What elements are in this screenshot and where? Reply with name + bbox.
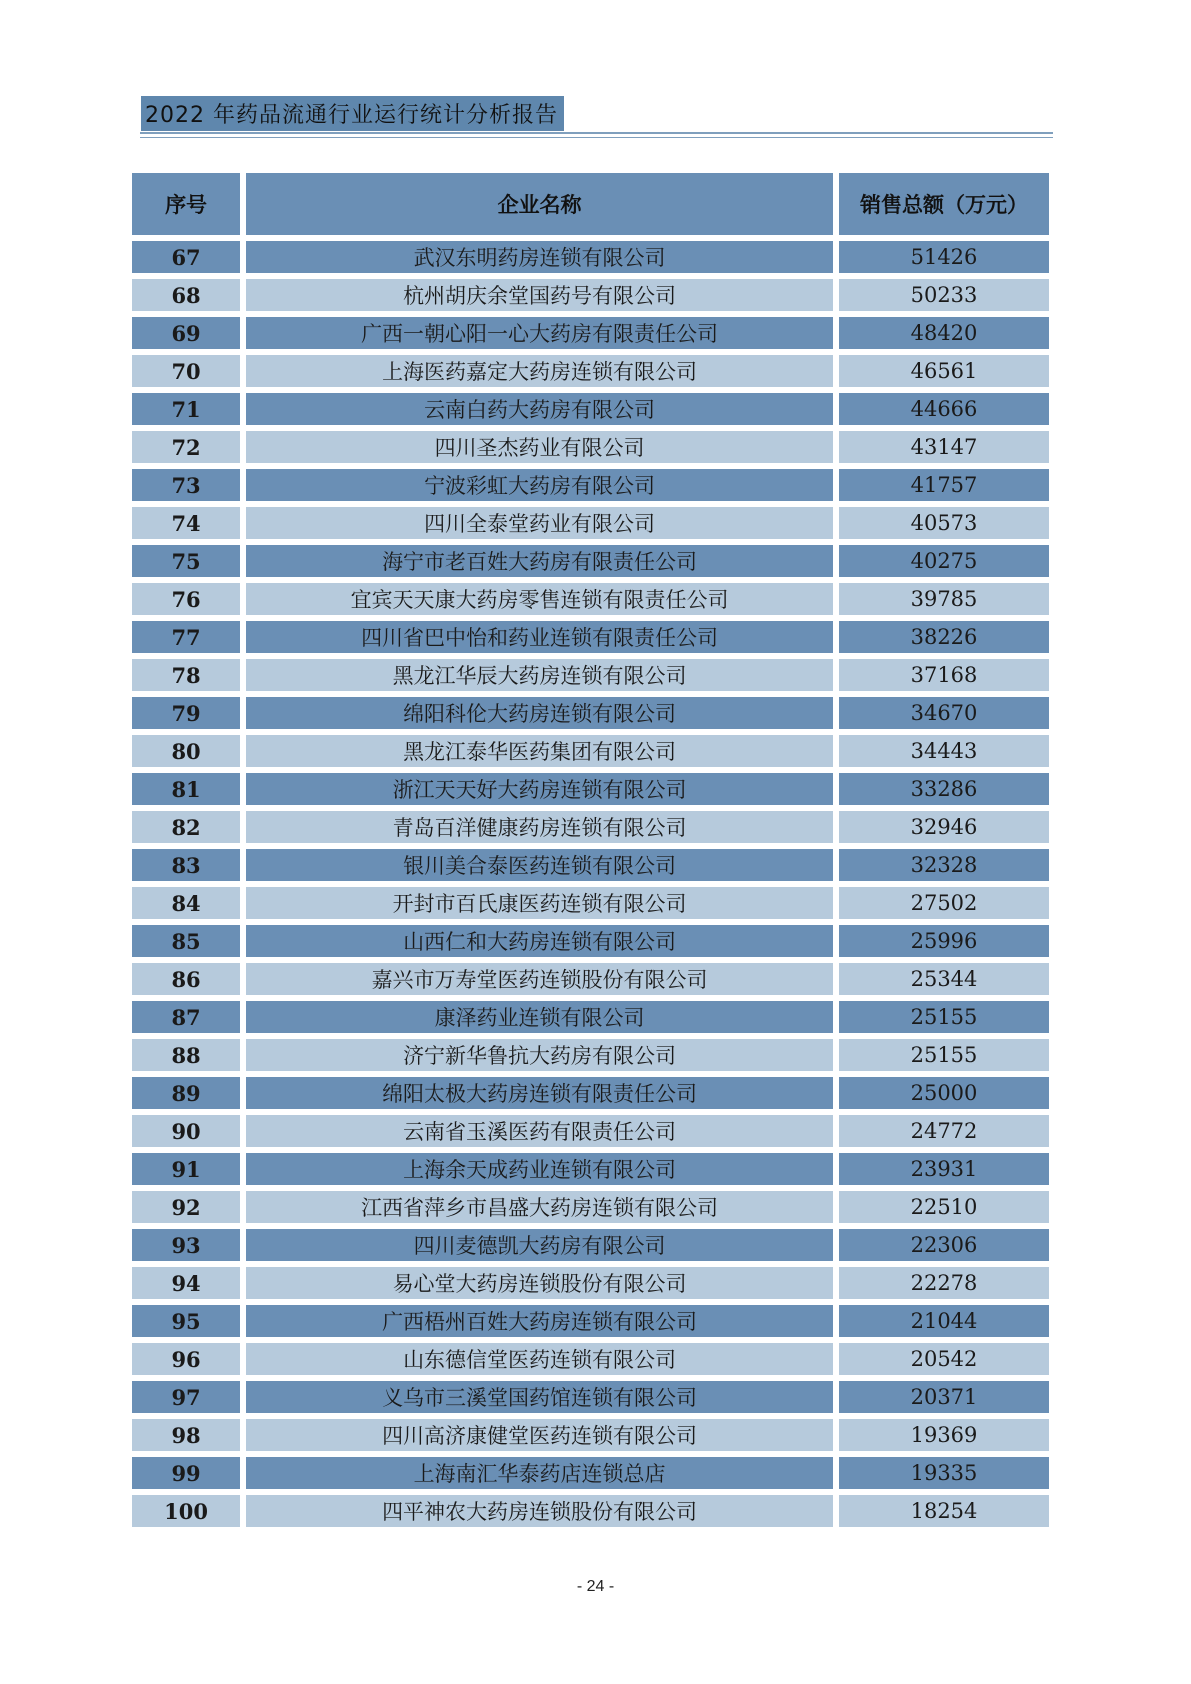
company-name-cell: 云南白药大药房有限公司 (246, 393, 833, 425)
rank-cell: 70 (132, 355, 240, 387)
header-rule-top (140, 132, 1053, 134)
table-row (132, 1115, 1049, 1147)
company-name-cell: 嘉兴市万寿堂医药连锁股份有限公司 (246, 963, 833, 995)
table-row (132, 963, 1049, 995)
page-number: - 24 - (576, 1578, 615, 1595)
sales-cell: 46561 (839, 355, 1049, 387)
rank-cell: 85 (132, 925, 240, 957)
sales-cell: 38226 (839, 621, 1049, 653)
sales-cell: 25344 (839, 963, 1049, 995)
company-name-cell: 四川麦德凯大药房有限公司 (246, 1229, 833, 1261)
sales-cell: 19369 (839, 1419, 1049, 1451)
table-row (132, 1267, 1049, 1299)
sales-cell: 51426 (839, 241, 1049, 273)
company-name-cell: 济宁新华鲁抗大药房有限公司 (246, 1039, 833, 1071)
company-name-cell: 宁波彩虹大药房有限公司 (246, 469, 833, 501)
table-row (132, 1495, 1049, 1527)
sales-cell: 25996 (839, 925, 1049, 957)
table-row (132, 355, 1049, 387)
company-name-cell: 黑龙江华辰大药房连锁有限公司 (246, 659, 833, 691)
rank-cell: 68 (132, 279, 240, 311)
sales-cell: 39785 (839, 583, 1049, 615)
rank-cell: 93 (132, 1229, 240, 1261)
rank-cell: 83 (132, 849, 240, 881)
table-row (132, 469, 1049, 501)
sales-cell: 27502 (839, 887, 1049, 919)
company-name-cell: 山东德信堂医药连锁有限公司 (246, 1343, 833, 1375)
table-row (132, 1001, 1049, 1033)
table-row (132, 317, 1049, 349)
table-row (132, 583, 1049, 615)
rank-cell: 94 (132, 1267, 240, 1299)
sales-cell: 40573 (839, 507, 1049, 539)
company-name-cell: 浙江天天好大药房连锁有限公司 (246, 773, 833, 805)
company-name-cell: 青岛百洋健康药房连锁有限公司 (246, 811, 833, 843)
company-name-cell: 上海余天成药业连锁有限公司 (246, 1153, 833, 1185)
rank-cell: 82 (132, 811, 240, 843)
company-name-cell: 绵阳科伦大药房连锁有限公司 (246, 697, 833, 729)
company-name-cell: 四川省巴中怡和药业连锁有限责任公司 (246, 621, 833, 653)
table-row (132, 773, 1049, 805)
sales-cell: 25155 (839, 1039, 1049, 1071)
table-row (132, 1229, 1049, 1261)
table-row (132, 1077, 1049, 1109)
rank-cell: 92 (132, 1191, 240, 1223)
sales-cell: 34443 (839, 735, 1049, 767)
sales-ranking-table (126, 167, 1055, 1533)
company-name-cell: 武汉东明药房连锁有限公司 (246, 241, 833, 273)
sales-cell: 22278 (839, 1267, 1049, 1299)
sales-cell: 20542 (839, 1343, 1049, 1375)
sales-cell: 32946 (839, 811, 1049, 843)
header-rule-bottom (140, 137, 1053, 138)
sales-cell: 22306 (839, 1229, 1049, 1261)
rank-cell: 99 (132, 1457, 240, 1489)
company-name-cell: 四川高济康健堂医药连锁有限公司 (246, 1419, 833, 1451)
company-name-cell: 康泽药业连锁有限公司 (246, 1001, 833, 1033)
company-name-cell: 四川全泰堂药业有限公司 (246, 507, 833, 539)
sales-cell: 18254 (839, 1495, 1049, 1527)
table-row (132, 849, 1049, 881)
rank-cell: 86 (132, 963, 240, 995)
rank-cell: 89 (132, 1077, 240, 1109)
rank-cell: 78 (132, 659, 240, 691)
rank-cell: 95 (132, 1305, 240, 1337)
rank-cell: 97 (132, 1381, 240, 1413)
sales-cell: 34670 (839, 697, 1049, 729)
rank-cell: 79 (132, 697, 240, 729)
table-row (132, 659, 1049, 691)
sales-cell: 19335 (839, 1457, 1049, 1489)
rank-cell: 67 (132, 241, 240, 273)
company-name-cell: 广西梧州百姓大药房连锁有限公司 (246, 1305, 833, 1337)
company-name-cell: 四川圣杰药业有限公司 (246, 431, 833, 463)
rank-cell: 74 (132, 507, 240, 539)
sales-cell: 25000 (839, 1077, 1049, 1109)
rank-cell: 80 (132, 735, 240, 767)
company-name-cell: 山西仁和大药房连锁有限公司 (246, 925, 833, 957)
rank-cell: 96 (132, 1343, 240, 1375)
table-row (132, 887, 1049, 919)
company-name-cell: 宜宾天天康大药房零售连锁有限责任公司 (246, 583, 833, 615)
rank-cell: 87 (132, 1001, 240, 1033)
table-row (132, 697, 1049, 729)
table-row (132, 735, 1049, 767)
table-row (132, 279, 1049, 311)
rank-cell: 71 (132, 393, 240, 425)
rank-cell: 75 (132, 545, 240, 577)
column-header-rank: 序号 (132, 173, 240, 235)
sales-cell: 25155 (839, 1001, 1049, 1033)
table-row (132, 393, 1049, 425)
rank-cell: 77 (132, 621, 240, 653)
rank-cell: 88 (132, 1039, 240, 1071)
sales-cell: 40275 (839, 545, 1049, 577)
company-name-cell: 海宁市老百姓大药房有限责任公司 (246, 545, 833, 577)
sales-cell: 33286 (839, 773, 1049, 805)
sales-cell: 43147 (839, 431, 1049, 463)
company-name-cell: 黑龙江泰华医药集团有限公司 (246, 735, 833, 767)
company-name-cell: 杭州胡庆余堂国药号有限公司 (246, 279, 833, 311)
table-row (132, 431, 1049, 463)
rank-cell: 90 (132, 1115, 240, 1147)
sales-cell: 37168 (839, 659, 1049, 691)
column-header-sales: 销售总额（万元） (839, 173, 1049, 235)
table-body (132, 241, 1049, 1527)
company-name-cell: 开封市百氏康医药连锁有限公司 (246, 887, 833, 919)
sales-cell: 21044 (839, 1305, 1049, 1337)
rank-cell: 100 (132, 1495, 240, 1527)
table-row (132, 1343, 1049, 1375)
sales-cell: 41757 (839, 469, 1049, 501)
rank-cell: 84 (132, 887, 240, 919)
company-name-cell: 银川美合泰医药连锁有限公司 (246, 849, 833, 881)
rank-cell: 98 (132, 1419, 240, 1451)
company-name-cell: 易心堂大药房连锁股份有限公司 (246, 1267, 833, 1299)
company-name-cell: 上海南汇华泰药店连锁总店 (246, 1457, 833, 1489)
sales-cell: 22510 (839, 1191, 1049, 1223)
sales-cell: 48420 (839, 317, 1049, 349)
company-name-cell: 绵阳太极大药房连锁有限责任公司 (246, 1077, 833, 1109)
table-row (132, 1305, 1049, 1337)
company-name-cell: 义乌市三溪堂国药馆连锁有限公司 (246, 1381, 833, 1413)
table-row (132, 1039, 1049, 1071)
rank-cell: 69 (132, 317, 240, 349)
rank-cell: 81 (132, 773, 240, 805)
sales-cell: 44666 (839, 393, 1049, 425)
sales-cell: 50233 (839, 279, 1049, 311)
table-row (132, 1381, 1049, 1413)
table-row (132, 545, 1049, 577)
table-row (132, 811, 1049, 843)
sales-cell: 24772 (839, 1115, 1049, 1147)
table-row (132, 507, 1049, 539)
report-header-title: 2022 年药品流通行业运行统计分析报告 (141, 96, 564, 131)
rank-cell: 76 (132, 583, 240, 615)
rank-cell: 72 (132, 431, 240, 463)
sales-cell: 20371 (839, 1381, 1049, 1413)
table-row (132, 1419, 1049, 1451)
table-row (132, 1457, 1049, 1489)
table-row (132, 241, 1049, 273)
company-name-cell: 四平神农大药房连锁股份有限公司 (246, 1495, 833, 1527)
table-row (132, 621, 1049, 653)
company-name-cell: 江西省萍乡市昌盛大药房连锁有限公司 (246, 1191, 833, 1223)
sales-cell: 32328 (839, 849, 1049, 881)
sales-cell: 23931 (839, 1153, 1049, 1185)
company-name-cell: 上海医药嘉定大药房连锁有限公司 (246, 355, 833, 387)
column-header-name: 企业名称 (246, 173, 833, 235)
table-row (132, 1153, 1049, 1185)
rank-cell: 91 (132, 1153, 240, 1185)
table-header-row (132, 173, 1049, 235)
company-name-cell: 云南省玉溪医药有限责任公司 (246, 1115, 833, 1147)
rank-cell: 73 (132, 469, 240, 501)
table-row (132, 925, 1049, 957)
table-row (132, 1191, 1049, 1223)
company-name-cell: 广西一朝心阳一心大药房有限责任公司 (246, 317, 833, 349)
